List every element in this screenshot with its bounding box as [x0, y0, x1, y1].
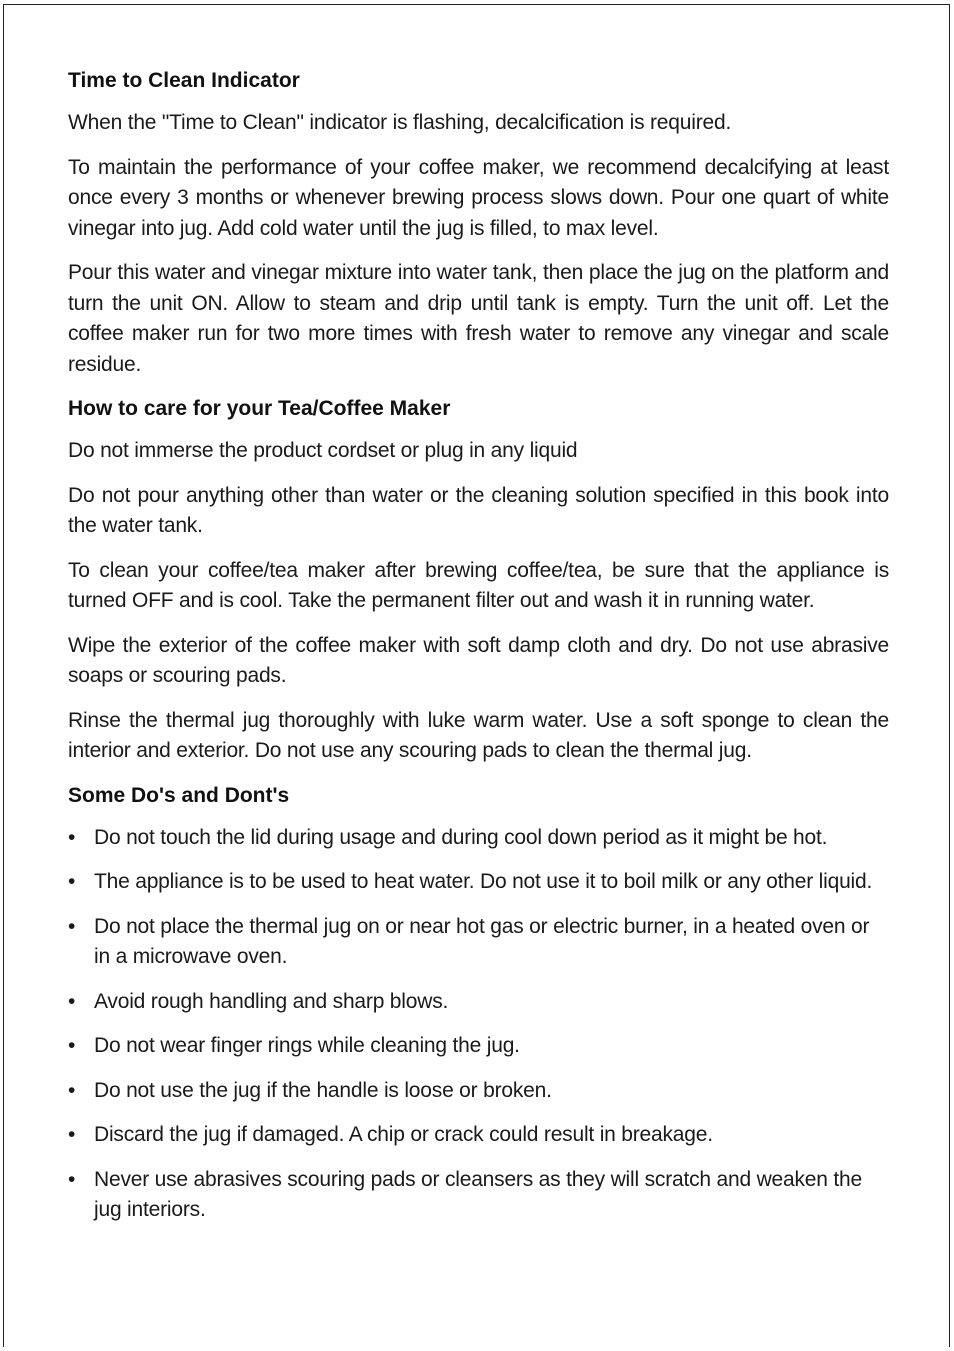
section-heading: Time to Clean Indicator — [68, 69, 300, 92]
list-item-text: The appliance is to be used to heat water. Do not use it to boil milk or any other liquid. — [94, 870, 873, 893]
list-item-text: Avoid rough handling and sharp blows. — [94, 989, 449, 1013]
paragraph: To clean your coffee/tea maker after brewing coffee/tea, be sure that the appliance is turned OFF and is cool. Take the permanent filter out and wash it in running water. — [68, 558, 889, 612]
section-heading: How to care for your Tea/Coffee Maker — [68, 397, 451, 420]
list-item — [68, 1076, 889, 1107]
paragraph: Do not pour anything other than water or the cleaning solution specified in this book into the water tank. — [68, 483, 889, 537]
paragraph: Do not immerse the product cordset or plug in any liquid — [68, 439, 578, 462]
list-item-text: Do not place the thermal jug on or near hot gas or electric burner, in a heated oven or in a microwave oven. — [94, 914, 870, 968]
list-item — [68, 1165, 889, 1226]
paragraph: When the "Time to Clean" indicator is flashing, decalcification is required. — [68, 111, 732, 134]
list-item-text: Discard the jug if damaged. A chip or crack could result in breakage. — [94, 1123, 713, 1146]
list-item — [68, 1031, 889, 1062]
bullet-icon: • — [68, 825, 76, 849]
bullet-icon: • — [68, 914, 76, 938]
list-item — [68, 867, 889, 898]
list-item — [68, 823, 889, 854]
paragraph: Rinse the thermal jug thoroughly with luke warm water. Use a soft sponge to clean the interior and exterior. Do not use any scouring pads to clean the thermal jug. — [68, 708, 889, 762]
bullet-icon: • — [68, 1034, 76, 1057]
bullet-icon: • — [68, 1078, 76, 1102]
bullet-icon: • — [68, 870, 76, 893]
paragraph: Wipe the exterior of the coffee maker with soft damp cloth and dry. Do not use abrasive soaps or scouring pads. — [68, 633, 889, 687]
bullet-list — [68, 823, 889, 1226]
paragraph: To maintain the performance of your coffee maker, we recommend decalcifying at least once every 3 months or whenever brewing process slows down. Pour one quart of white vinegar into jug. Add cold water until the jug is filled, to max level. — [68, 155, 889, 240]
list-item-text: Do not touch the lid during usage and during cool down period as it might be hot. — [94, 825, 828, 849]
list-item — [68, 912, 889, 973]
bullet-icon: • — [68, 989, 76, 1013]
paragraph: Pour this water and vinegar mixture into water tank, then place the jug on the platform and turn the unit ON. Allow to steam and drip until tank is empty. Turn the unit off. Let the coffee maker run for two more times with fresh water to remove any vinegar and scale residue. — [68, 261, 889, 376]
list-item — [68, 987, 889, 1018]
bullet-icon: • — [68, 1123, 76, 1146]
list-item-text: Never use abrasives scouring pads or cleansers as they will scratch and weaken the jug interiors. — [94, 1167, 862, 1221]
section-heading: Some Do's and Dont's — [68, 783, 290, 807]
list-item-text: Do not use the jug if the handle is loose or broken. — [94, 1078, 552, 1102]
bullet-icon: • — [68, 1167, 76, 1191]
list-item-text: Do not wear finger rings while cleaning the jug. — [94, 1034, 520, 1057]
list-item — [68, 1120, 889, 1151]
section-care — [68, 394, 889, 767]
section-time-to-clean — [68, 66, 889, 380]
document-body — [68, 66, 889, 1240]
section-dos-and-donts — [68, 781, 889, 1226]
